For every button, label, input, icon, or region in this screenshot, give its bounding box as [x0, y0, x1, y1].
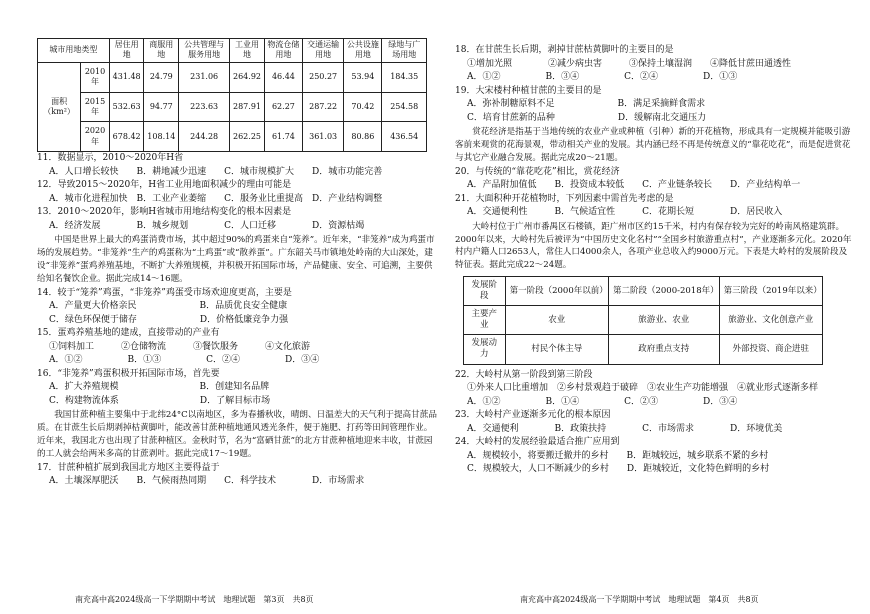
table-header: 公共管理与服务用地: [179, 39, 230, 63]
table-header: 商服用地: [144, 39, 179, 63]
question-line: 14．较于“笼养”鸡蛋，“非笼养”鸡蛋受市场欢迎度更高，主要是: [37, 287, 292, 298]
question-line: A．交通便利 B．政策扶持 C．市场需求 D．环境优美: [467, 423, 783, 434]
question-line: C．构建物流体系 D．了解目标市场: [49, 395, 271, 406]
table-cell: 223.63: [179, 92, 230, 122]
table-header: 公共设施用地: [344, 39, 382, 63]
table-cell: 184.35: [382, 62, 427, 92]
question-line: 19．大宋楼村种植甘蔗的主要目的是: [455, 85, 602, 96]
table-header: 绿地与广场用地: [382, 39, 427, 63]
table-cell: 244.28: [179, 122, 230, 152]
table-cell: 250.27: [303, 62, 344, 92]
question-line: A．城市化进程加快 B．工业产业萎缩 C．服务业比重提高 D．产业结构调整: [49, 193, 383, 204]
question-line: 22．大岭村从第一阶段到第三阶段: [455, 369, 593, 380]
table-header: 城市用地类型: [38, 39, 110, 63]
table-cell: 287.91: [230, 92, 265, 122]
table-cell: 108.14: [144, 122, 179, 152]
table-cell: 农业: [505, 306, 608, 335]
question-line: 23．大岭村产业逐渐多元化的根本原因: [455, 410, 611, 421]
question-line: C．绿色环保便于储存 D．价格低廉竞争力强: [49, 314, 289, 325]
question-line: 12．导致2015～2020年，H省工业用地面积减少的理由可能是: [37, 180, 292, 191]
table-cell: 46.44: [264, 62, 302, 92]
table-cell: 262.25: [230, 122, 265, 152]
table-cell: 61.74: [264, 122, 302, 152]
table-cell: 361.03: [303, 122, 344, 152]
question-line: A．人口增长较快 B．耕地减少迅速 C．城市规模扩大 D．城市功能完善: [49, 166, 383, 177]
table-cell: 村民个体主导: [505, 335, 608, 364]
table-cell: 主要产业: [464, 306, 506, 335]
table-cell: 2020年: [81, 122, 110, 152]
question-line: A．①② B．①③ C．②④ D．③④: [49, 355, 320, 366]
question-line: ①饲料加工 ②仓储物流 ③餐饮服务 ④文化旅游: [49, 341, 311, 352]
table-cell: 第三阶段（2019年以来）: [719, 277, 822, 306]
question-line: 13．2010～2020年，影响H省城市用地结构变化的根本因素是: [37, 207, 292, 218]
table-header: 物流仓储用地: [264, 39, 302, 63]
question-line: 11．数据显示，2010～2020年H省: [37, 153, 184, 164]
right-column: [455, 44, 855, 477]
question-line: 18．在甘蔗生长后期，剥掉甘蔗枯黄脚叶的主要目的是: [455, 45, 674, 55]
table-cell: 532.63: [109, 92, 144, 122]
table-cell: 254.58: [382, 92, 427, 122]
table-cell: 264.92: [230, 62, 265, 92]
question-line: A．①② B．③④ C．②④ D．①③: [467, 72, 738, 82]
question-line: 16．“非笼养”鸡蛋积极开拓国际市场，首先要: [37, 368, 220, 379]
table-cell: 发展阶段: [464, 277, 506, 306]
table-header: 工业用地: [230, 39, 265, 63]
table-cell: 431.48: [109, 62, 144, 92]
question-line: A．产量更大价格亲民 B．品质优良安全健康: [49, 301, 288, 312]
question-line: A．经济发展 B．城乡规划 C．人口迁移 D．资源枯竭: [49, 220, 365, 231]
question-line: A．土壤深厚肥沃 B．气候雨热同期 C．科学技术 D．市场需求: [49, 476, 365, 487]
footer-right: 南充高中高2024级高一下学期期中考试 地理试题 第4页 共8页: [520, 595, 759, 604]
question-line: A．弥补制糖原料不足 B．满足采摘鲜食需求: [467, 99, 706, 109]
question-line: ①外来人口比重增加 ②乡村景观趋于破碎 ③农业生产功能增强 ④就业形式逐渐多样: [467, 383, 819, 394]
question-line: C．规模较大，人口不断减少的乡村 D．距城较近，文化特色鲜明的乡村: [467, 464, 770, 475]
row-label: 面积（km²）: [38, 62, 81, 151]
table-cell: 436.54: [382, 122, 427, 152]
question-line: ①增加光照 ②减少病虫害 ③保持土壤湿润 ④降低甘蔗田通透性: [467, 58, 792, 69]
table-cell: 2010年: [81, 62, 110, 92]
table-header: 居住用地: [109, 39, 144, 63]
passage-flower: 赏花经济是指基于当地传统的农业产业或种植（引种）新的开花植物，形成具有一定规模并能吸引游客前来观赏的花海景观，带动相关产业的发展。其内涵已经不再是传统意义的“靠花吃花”，而是促进赏花与其它产业融合发展。据此完成20～21题。: [455, 127, 851, 163]
table-cell: 80.86: [344, 122, 382, 152]
footer-left: 南充高中高2024级高一下学期期中考试 地理试题 第3页 共8页: [75, 595, 314, 604]
question-line: A．规模较小，将要搬迁撤并的乡村 B．距城较远，城乡联系不紧的乡村: [467, 450, 769, 461]
table-cell: 94.77: [144, 92, 179, 122]
left-column: [37, 38, 437, 489]
table-cell: 70.42: [344, 92, 382, 122]
table-cell: 旅游业、文化创意产业: [719, 306, 822, 335]
table-cell: 政府重点支持: [608, 335, 719, 364]
passage-daling: 大岭村位于广州市番禺区石楼镇，距广州市区约15千米，村内有保存较为完好的岭南风格建筑群。2000年以来，大岭村先后被评为“中国历史文化名村”“全国乡村旅游重点村”，产业逐渐多元化。2020年村内户籍人口2653人，常住人口4000余人，各项产业总收入约9000万元。下表是大岭村的发展阶段及特征表。据此完成22～24题。: [455, 221, 852, 271]
question-line: A．交通便利性 B．气候适宜性 C．花期长短 D．居民收入: [467, 207, 783, 218]
question-line: 24．大岭村的发展经验最适合推广应用到: [455, 437, 620, 448]
table-cell: 678.42: [109, 122, 144, 152]
question-line: A．①② B．①④ C．②③ D．③④: [467, 396, 738, 407]
passage-eggs: 中国是世界上最大的鸡蛋消费市场，其中超过90%的鸡蛋来自“笼养”。近年来，“非笼养”成为鸡蛋市场的发展趋势。“非笼养”生产的鸡蛋称为“土鸡蛋”或“散养蛋”。广东韶关马市镇地处岭南的大山深处，建设“非笼养”蛋鸡养殖基地，不断扩大养殖规模，并积极开拓国际市场，产品健康、安全、可追溯，主要供给知名餐饮企业。据此完成14～16题。: [37, 235, 435, 284]
table-cell: 2015年: [81, 92, 110, 122]
question-line: A．产品附加值低 B．投资成本较低 C．产业链条较长 D．产业结构单一: [467, 180, 801, 191]
passage-sugarcane: 我国甘蔗种植主要集中于北纬24°C以南地区，多为春播秋收，晴朗、日温差大的天气利于提高甘蔗品质。在甘蔗生长后期剥掉枯黄脚叶，能改善甘蔗种植地通风透光条件，便于施肥、打药等田间管理作业。近年来，我国北方也出现了甘蔗种植区。金秋时节，名为“富硒甘蔗”的北方甘蔗种植地迎来丰收，甘蔗园的工人就会给两米多高的甘蔗剥叶。据此完成17～19题。: [37, 410, 437, 459]
table-cell: 外部投资、商企进驻: [719, 335, 822, 364]
question-line: 20．与传统的“靠花吃花”相比，赏花经济: [455, 166, 620, 177]
table-cell: 231.06: [179, 62, 230, 92]
table-cell: 发展动力: [464, 335, 506, 364]
table-cell: 287.22: [303, 92, 344, 122]
table-cell: 62.27: [264, 92, 302, 122]
table-cell: 第一阶段（2000年以前）: [505, 277, 608, 306]
table-cell: 旅游业、农业: [608, 306, 719, 335]
question-line: A．扩大养殖规模 B．创建知名品牌: [49, 382, 270, 393]
question-line: 17．甘蔗种植扩展到我国北方地区主要得益于: [37, 462, 220, 473]
question-line: C．培育甘蔗新的品种 D．缓解南北交通压力: [467, 112, 707, 123]
question-line: 21．大面积种开花植物时，下列因素中需首先考虑的是: [455, 193, 674, 204]
table-cell: 第二阶段（2000-2018年）: [608, 277, 719, 306]
question-line: 15．蛋鸡养殖基地的建成，直接带动的产业有: [37, 328, 220, 339]
land-use-table: [37, 38, 427, 152]
table-header: 交通运输用地: [303, 39, 344, 63]
table-cell: 53.94: [344, 62, 382, 92]
stage-table: [463, 276, 823, 364]
table-cell: 24.79: [144, 62, 179, 92]
